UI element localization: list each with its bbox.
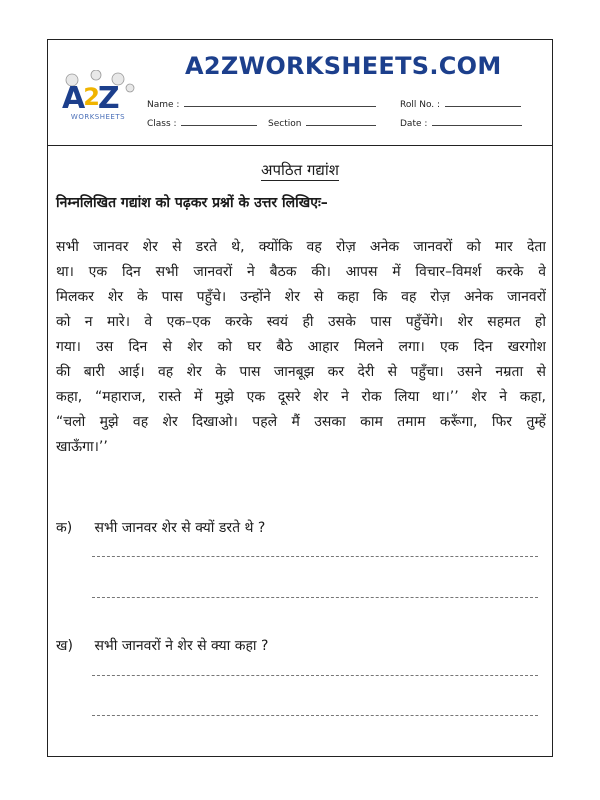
site-title: A2ZWORKSHEETS.COM [185,52,502,80]
name-field[interactable] [147,98,376,110]
question-number: ख) [56,638,73,654]
passage-line: कहा, “महाराज, रास्ते में मुझे एक दूसरे शेर ने रोक लिया था।’’ शेर ने कहा, [56,389,546,405]
worksheet-title-text: अपठित गद्यांश [261,161,339,179]
roll-field[interactable] [400,98,521,110]
logo-text: A2Z [62,81,118,116]
worksheet-title [0,160,600,180]
passage [56,235,546,460]
passage-line: “चलो मुझे वह शेर दिखाओ। पहले मैं उसका काम तमाम करूँगा, फिर तुम्हें [56,414,546,430]
answer-line[interactable] [92,675,538,676]
passage-line: खाऊँगा।’’ [56,439,108,455]
passage-line: गया। उस दिन से शेर को घर बैठे आहार मिलने लगा। एक दिन खरगोश [56,339,546,355]
passage-line: सभी जानवर शेर से डरते थे, क्योंकि वह रोज़ अनेक जानवरों को मार देता [56,239,546,255]
passage-line: मिलकर शेर के पास पहुँचे। उन्होंने शेर से कहा कि वह रोज़ अनेक जानवरों [56,289,546,305]
date-field[interactable] [400,117,522,129]
name-label: Name : [147,100,180,110]
section-field[interactable] [268,117,376,129]
passage-line: को न मारे। वे एक–एक करके स्वयं ही उसके पास पहुँचेंगे। शेर सहमत हो [56,314,546,330]
site-logo [58,70,138,126]
section-label: Section [268,119,302,129]
logo-subtext: WORKSHEETS [70,113,126,121]
header-divider [47,145,553,146]
question-number: क) [56,520,73,536]
section-blank[interactable] [306,117,376,126]
answer-line[interactable] [92,556,538,557]
instruction-text: निम्नलिखित गद्यांश को पढ़कर प्रश्नों के उत्तर लिखिएः– [56,195,328,211]
question-text: सभी जानवर शेर से क्यों डरते थे ? [94,520,266,536]
question-2 [56,636,268,655]
date-label: Date : [400,119,428,129]
roll-blank[interactable] [445,98,521,107]
class-label: Class : [147,119,177,129]
roll-label: Roll No. : [400,100,441,110]
answer-line[interactable] [92,597,538,598]
passage-line: की बारी आई। वह शेर के पास जानबूझ कर देरी से पहुँचा। उसने नम्रता से [56,364,546,380]
question-text: सभी जानवरों ने शेर से क्या कहा ? [94,638,269,654]
name-blank[interactable] [184,98,376,107]
date-blank[interactable] [432,117,522,126]
answer-line[interactable] [92,715,538,716]
question-1 [56,518,265,537]
class-blank[interactable] [181,117,257,126]
class-field[interactable] [147,117,257,129]
passage-line: था। एक दिन सभी जानवरों ने बैठक की। आपस में विचार–विमर्श करके वे [56,264,546,280]
